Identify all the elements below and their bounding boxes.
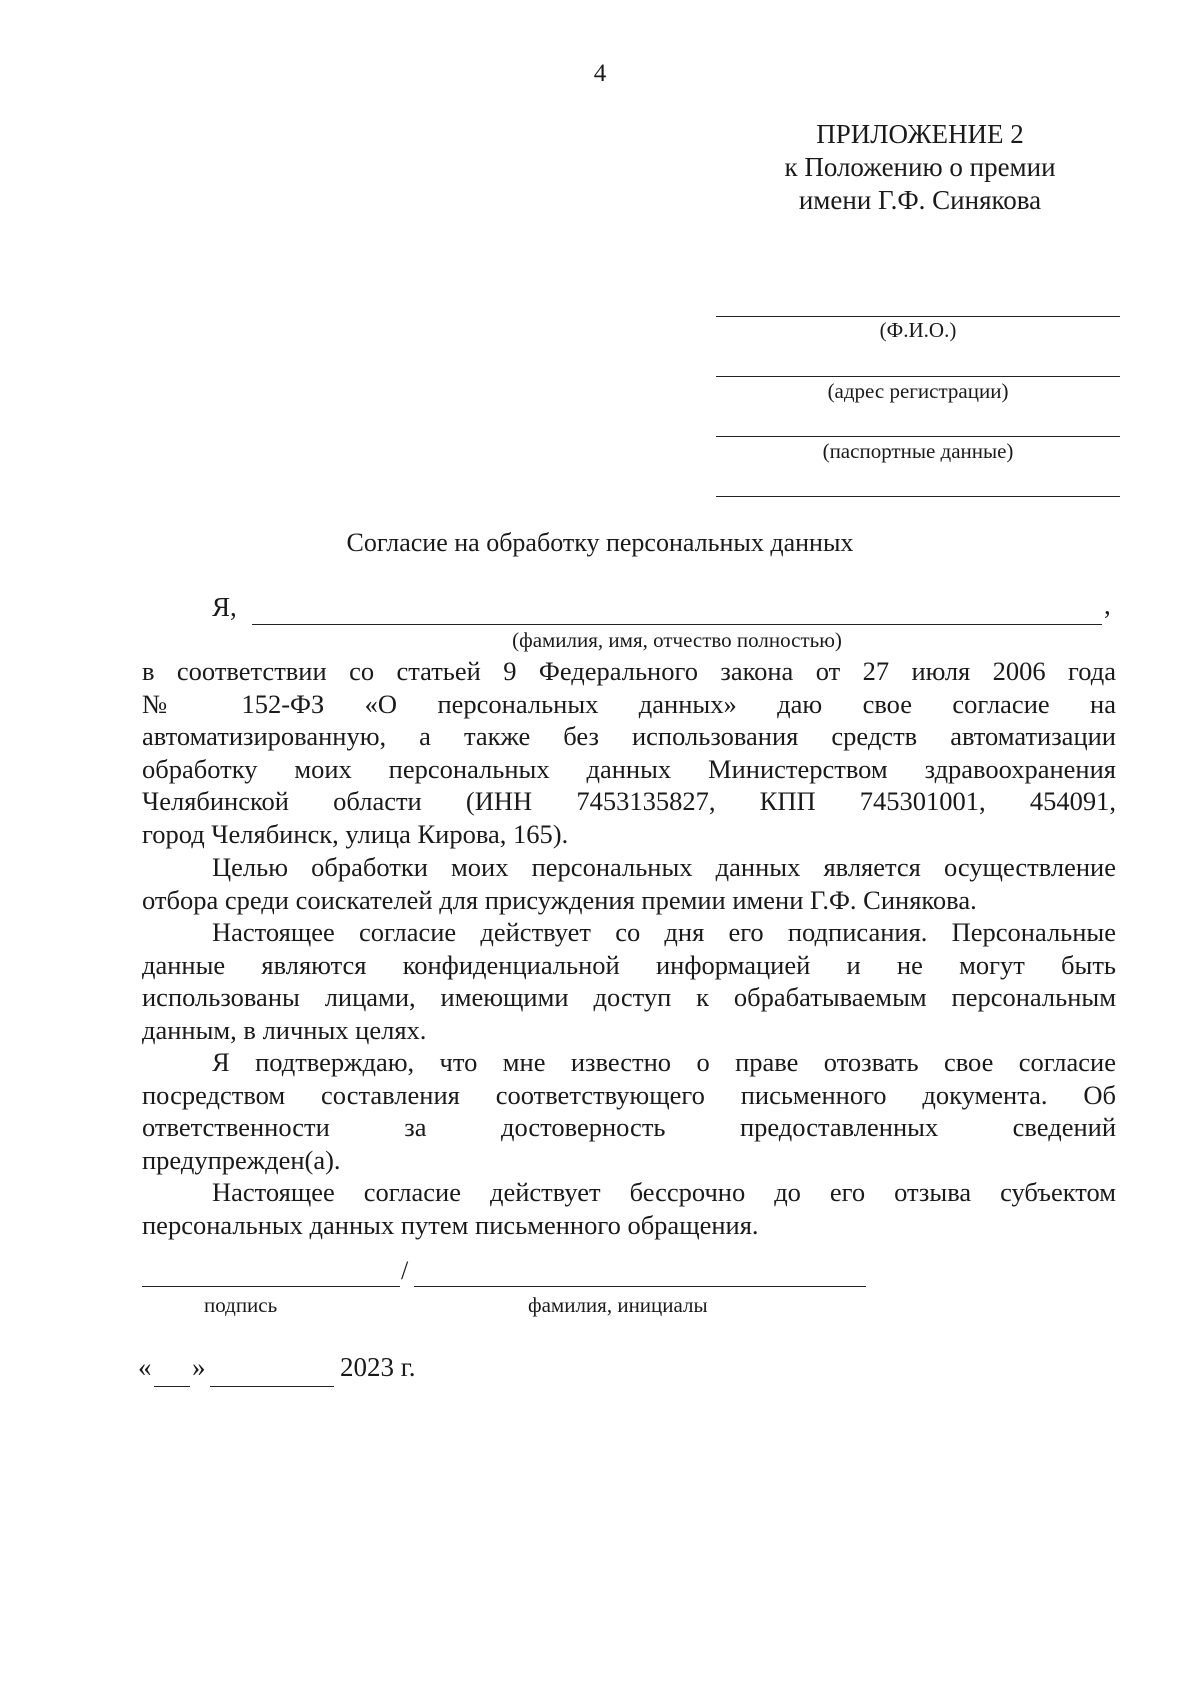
paragraph-line: персональных данных путем письменного обращения. <box>142 1209 759 1240</box>
paragraph-line: данные являются конфиденциальной информацией и не могут быть <box>142 949 1116 980</box>
page-number: 4 <box>593 60 607 87</box>
paragraph-line: посредством составления соответствующего письменного документа. Об <box>142 1079 1116 1110</box>
signature-slash: / <box>401 1256 409 1285</box>
intro-comma: , <box>1104 590 1111 620</box>
appendix-line-2: имени Г.Ф. Синякова <box>798 185 1042 215</box>
signature-name-line[interactable] <box>414 1286 866 1287</box>
paragraph-line: Настоящее согласие действует бессрочно до его отзыва субъектом <box>212 1177 1116 1207</box>
appendix-header <box>700 118 1140 217</box>
paragraph-line: автоматизированную, а также без использования средств автоматизации <box>142 721 1116 751</box>
full-name-caption: (фамилия, имя, отчество полностью) <box>512 628 842 652</box>
paragraph-line: данным, в личных целях. <box>142 1014 427 1045</box>
address-line[interactable] <box>716 376 1120 377</box>
passport-caption: (паспортные данные) <box>822 439 1014 463</box>
paragraph-line: ответственности за достоверность предоставленных сведений <box>142 1112 1116 1142</box>
signature-line[interactable] <box>142 1286 400 1287</box>
full-name-line[interactable] <box>252 624 1102 625</box>
fio-caption: (Ф.И.О.) <box>879 318 957 342</box>
passport-line-2[interactable] <box>716 496 1120 497</box>
document-title: Согласие на обработку персональных данных <box>346 528 854 557</box>
appendix-title: ПРИЛОЖЕНИЕ 2 <box>816 119 1024 149</box>
date-open-quote: « <box>138 1352 152 1382</box>
date-year: 2023 г. <box>340 1352 416 1382</box>
date-month-line[interactable] <box>210 1386 334 1387</box>
paragraph-1 <box>142 655 1116 850</box>
paragraph-line: Настоящее согласие действует со дня его подписания. Персональные <box>212 917 1116 947</box>
signature-name-caption: фамилия, инициалы <box>528 1293 708 1317</box>
paragraph-line: Челябинской области (ИНН 7453135827, КПП 745301001, 454091, <box>142 786 1116 816</box>
address-caption: (адрес регистрации) <box>827 379 1009 403</box>
passport-line[interactable] <box>716 436 1120 437</box>
paragraph-3 <box>142 916 1116 1046</box>
paragraph-line: в соответствии со статьей 9 Федерального закона от 27 июля 2006 года <box>142 656 1116 686</box>
paragraph-5 <box>142 1176 1116 1241</box>
paragraph-2 <box>142 851 1116 916</box>
paragraph-4 <box>142 1046 1116 1176</box>
paragraph-line: Я подтверждаю, что мне известно о праве отозвать свое согласие <box>212 1047 1116 1077</box>
signature-caption: подпись <box>204 1293 278 1317</box>
date-day-line[interactable] <box>154 1386 190 1387</box>
paragraph-line: отбора среди соискателей для присуждения премии имени Г.Ф. Синякова. <box>142 884 977 915</box>
appendix-line-1: к Положению о премии <box>784 152 1056 182</box>
paragraph-line: использованы лицами, имеющими доступ к обрабатываемым персональным <box>142 982 1116 1012</box>
paragraph-line: № 152-ФЗ «О персональных данных» даю свое согласие на <box>142 688 1116 719</box>
paragraph-line: предупрежден(а). <box>142 1144 341 1175</box>
date-close-quote: » <box>192 1352 206 1382</box>
paragraph-line: Целью обработки моих персональных данных является осуществление <box>212 852 1116 882</box>
paragraph-line: город Челябинск, улица Кирова, 165). <box>142 818 569 849</box>
fio-line[interactable] <box>716 316 1120 317</box>
intro-pronoun: Я, <box>212 592 237 622</box>
paragraph-line: обработку моих персональных данных Министерством здравоохранения <box>142 753 1116 784</box>
